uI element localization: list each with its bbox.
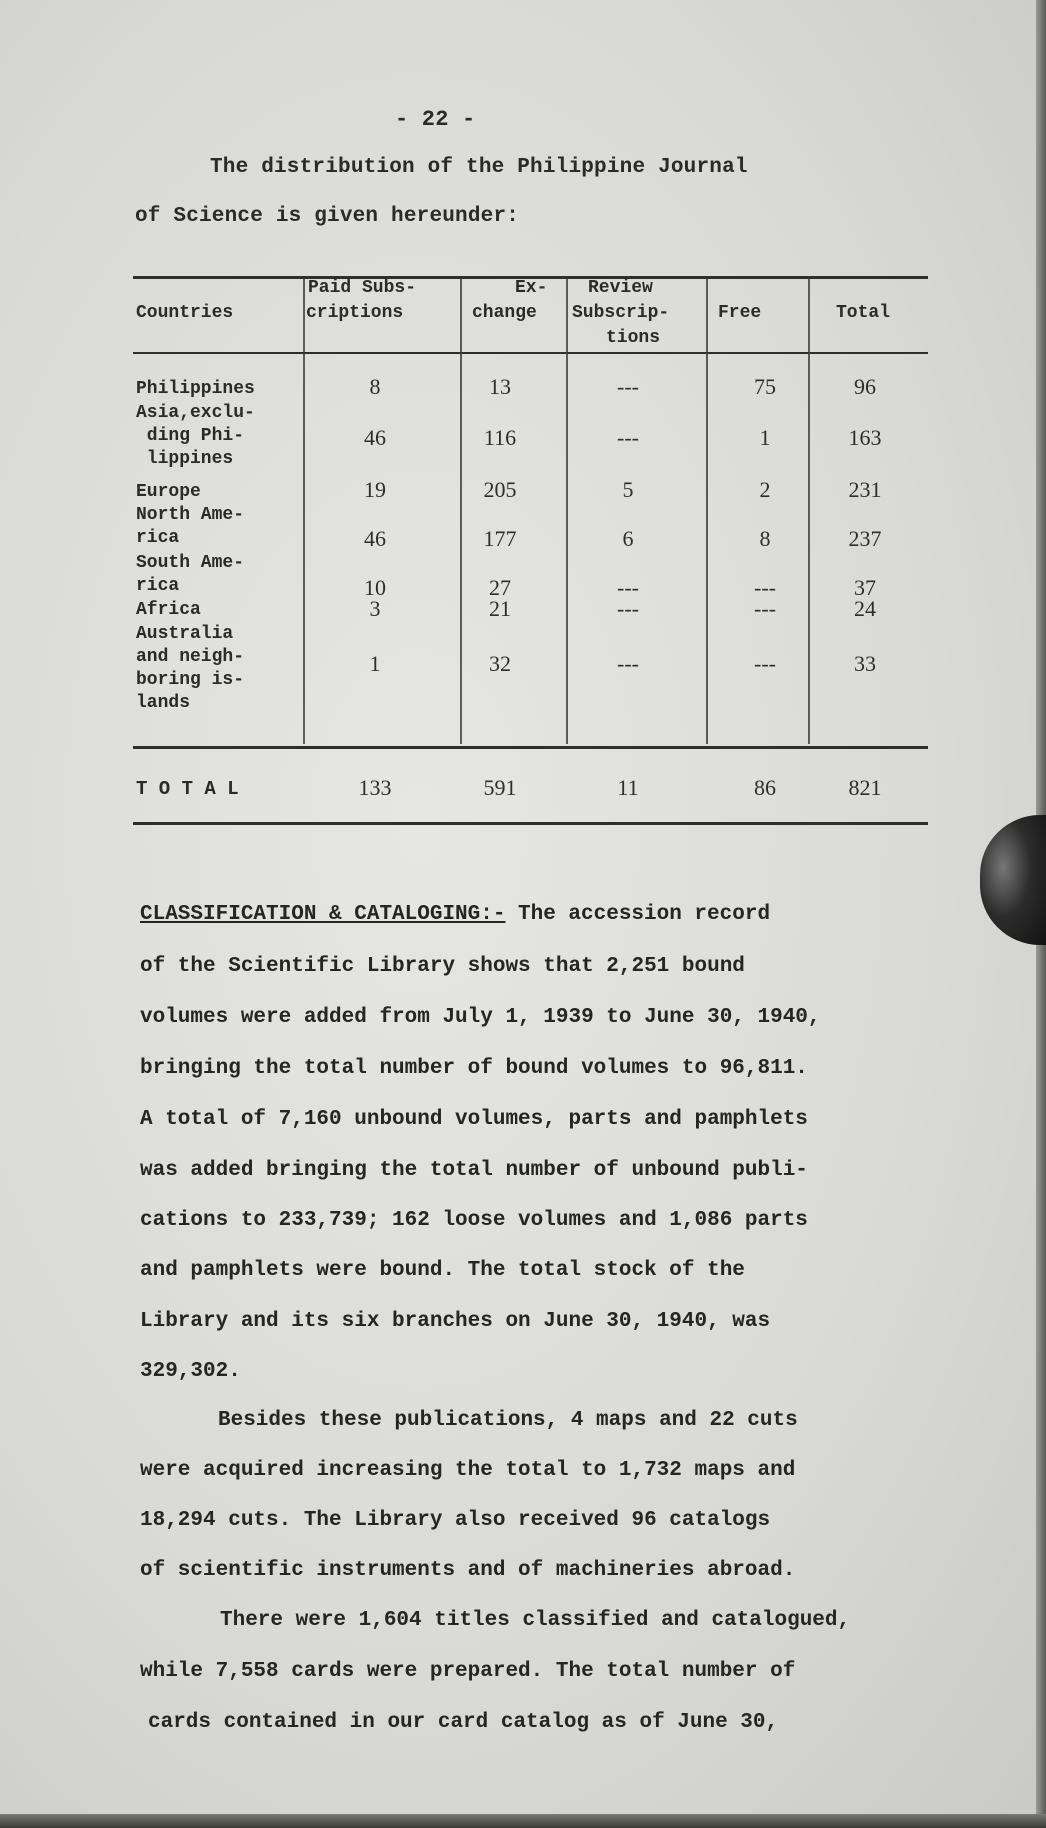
header-review-3: tions	[606, 328, 661, 348]
body-line: volumes were added from July 1, 1939 to June 30, 1940,	[140, 1006, 821, 1029]
cell-paid: 8	[369, 374, 381, 399]
section-heading: CLASSIFICATION & CATALOGING:-	[140, 903, 506, 926]
body-line: A total of 7,160 unbound volumes, parts and pamphlets	[140, 1108, 808, 1131]
body-line: and pamphlets were bound. The total stock of the	[140, 1259, 745, 1282]
cell-paid: 19	[364, 477, 386, 502]
cell-paid: 3	[369, 596, 381, 621]
cell-exchange: 177	[483, 526, 517, 551]
cell-review: ---	[617, 374, 639, 399]
body-line: of the Scientific Library shows that 2,251 bound	[140, 955, 745, 978]
header-paid-2: criptions	[306, 303, 404, 323]
intro-line-1: The distribution of the Philippine Journal	[210, 156, 748, 179]
row-label: Philippines	[136, 379, 255, 399]
header-exchange-2: change	[472, 303, 537, 323]
row-label: Asia,exclu- ding Phi- lippines	[136, 403, 255, 469]
cell-total: 163	[848, 425, 882, 450]
cell-free: ---	[754, 575, 776, 600]
body-line: bringing the total number of bound volumes to 96,811.	[140, 1057, 808, 1080]
cell-paid: 10	[364, 575, 386, 600]
col-sep	[808, 278, 810, 744]
body-line: was added bringing the total number of unbound publi-	[140, 1159, 808, 1182]
total-free: 86	[754, 775, 776, 800]
cell-exchange: 13	[489, 374, 511, 399]
cell-exchange: 205	[483, 477, 517, 502]
cell-total: 24	[854, 596, 876, 621]
cell-paid: 46	[364, 526, 386, 551]
cell-review: 6	[622, 526, 634, 551]
cell-review: ---	[617, 596, 639, 621]
cell-paid: 1	[369, 651, 381, 676]
row-label: Europe	[136, 482, 201, 502]
cell-total: 37	[854, 575, 876, 600]
row-label: Africa	[136, 600, 201, 620]
cell-exchange: 21	[489, 596, 511, 621]
col-sep	[460, 278, 462, 744]
body-line: Library and its six branches on June 30, 1940, was	[140, 1310, 771, 1333]
body-line: cards contained in our card catalog as of June 30,	[148, 1711, 779, 1734]
intro-line-2: of Science is given hereunder:	[135, 205, 520, 228]
cell-free: ---	[754, 596, 776, 621]
grand-total: 821	[848, 775, 882, 800]
col-sep	[303, 278, 305, 744]
cell-total: 231	[848, 477, 882, 502]
col-sep	[566, 278, 568, 744]
header-paid-1: Paid Subs-	[308, 278, 417, 298]
cell-free: ---	[754, 651, 776, 676]
cell-paid: 46	[364, 425, 386, 450]
total-paid: 133	[358, 775, 392, 800]
body-line: were acquired increasing the total to 1,732 maps and	[140, 1459, 796, 1482]
totals-label: T O T A L	[136, 778, 239, 800]
header-total: Total	[836, 303, 891, 323]
body-line: Besides these publications, 4 maps and 22 cuts	[218, 1409, 798, 1432]
cell-total: 33	[854, 651, 876, 676]
body-line: while 7,558 cards were prepared. The total number of	[140, 1660, 796, 1683]
thumb-shadow	[980, 815, 1046, 945]
body-line: 18,294 cuts. The Library also received 96 catalogs	[140, 1509, 771, 1532]
table-body-rule	[133, 746, 928, 749]
body-line: of scientific instruments and of machineries abroad.	[140, 1559, 796, 1582]
cell-free: 1	[759, 425, 771, 450]
cell-review: ---	[617, 651, 639, 676]
cell-total: 237	[848, 526, 882, 551]
cell-review: ---	[617, 425, 639, 450]
cell-exchange: 32	[489, 651, 511, 676]
cell-review: 5	[622, 477, 634, 502]
body-line: The accession record	[518, 903, 771, 926]
header-free: Free	[718, 303, 762, 323]
cell-free: 2	[759, 477, 771, 502]
scan-bottom-edge	[0, 1814, 1046, 1828]
total-review: 11	[617, 775, 639, 800]
page-number: - 22 -	[395, 107, 476, 132]
cell-exchange: 116	[483, 425, 517, 450]
row-label: North Ame- rica	[136, 505, 245, 548]
body-line: There were 1,604 titles classified and catalogued,	[220, 1609, 851, 1632]
body-line: cations to 233,739; 162 loose volumes and 1,086 parts	[140, 1209, 808, 1232]
cell-review: ---	[617, 575, 639, 600]
cell-free: 8	[759, 526, 771, 551]
cell-total: 96	[854, 374, 876, 399]
body-line: 329,302.	[140, 1360, 241, 1383]
header-review-1: Review	[588, 278, 653, 298]
header-review-2: Subscrip-	[572, 303, 670, 323]
header-exchange-1: Ex-	[515, 278, 548, 298]
table-bottom-rule	[133, 822, 928, 825]
header-countries: Countries	[136, 303, 234, 323]
total-exchange: 591	[483, 775, 517, 800]
row-label: Australia and neigh- boring is- lands	[136, 624, 245, 713]
col-sep	[706, 278, 708, 744]
row-label: South Ame- rica	[136, 553, 245, 596]
cell-exchange: 27	[489, 575, 511, 600]
cell-free: 75	[754, 374, 776, 399]
